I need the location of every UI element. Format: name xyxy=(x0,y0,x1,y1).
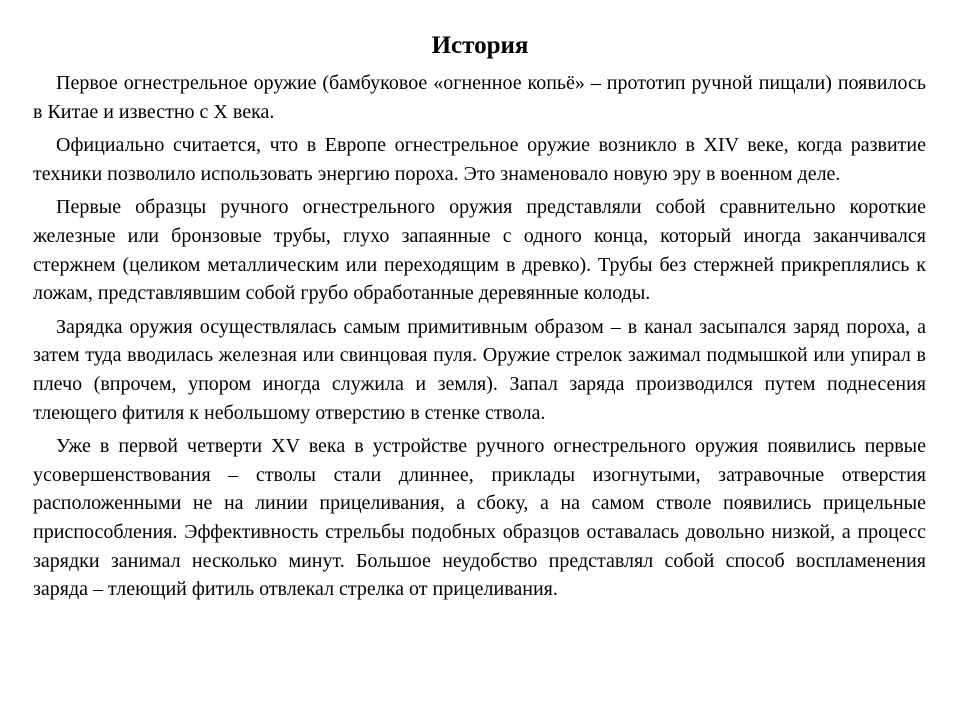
paragraph-2: Официально считается, что в Европе огнестрельное оружие возникло в XIV веке, когда развитие техники позволило использовать энергию пороха. Это знаменовало новую эру в военном деле. xyxy=(33,134,926,185)
body-text xyxy=(33,69,926,609)
paragraph-4: Зарядка оружия осуществлялась самым примитивным образом – в канал засыпался заряд пороха, а затем туда вводилась железная или свинцовая пуля. Оружие стрелок зажимал подмышкой или упирал в плечо (впрочем, упором иногда служила и земля). Запал заряда производился путем поднесения тлеющего фитиля к небольшому отверстию в стенке ствола. xyxy=(33,315,926,424)
paragraph-3: Первые образцы ручного огнестрельного оружия представляли собой сравнительно короткие железные или бронзовые трубы, глухо запаянные с одного конца, который иногда заканчивался стержнем (целиком металлическим или переходящим в древко). Трубы без стержней прикреплялись к ложам, представлявшим собой грубо обработанные деревянные колоды. xyxy=(33,196,926,305)
paragraph-5: Уже в первой четверти XV века в устройстве ручного огнестрельного оружия появились первые усовершенствования – стволы стали длиннее, приклады изогнутыми, затравочные отверстия расположенными не на линии прицеливания, а сбоку, а на самом стволе появились прицельные приспособления. Эффективность стрельбы подобных образцов оставалась довольно низкой, а процесс зарядки занимал несколько минут. Большое неудобство представлял собой способ воспламенения заряда – тлеющий фитиль отвлекал стрелка от прицеливания. xyxy=(33,435,926,601)
page-title: История xyxy=(431,32,529,59)
paragraph-1: Первое огнестрельное оружие (бамбуковое «огненное копьё» – прототип ручной пищали) появилось в Китае и известно с X века. xyxy=(33,72,926,123)
